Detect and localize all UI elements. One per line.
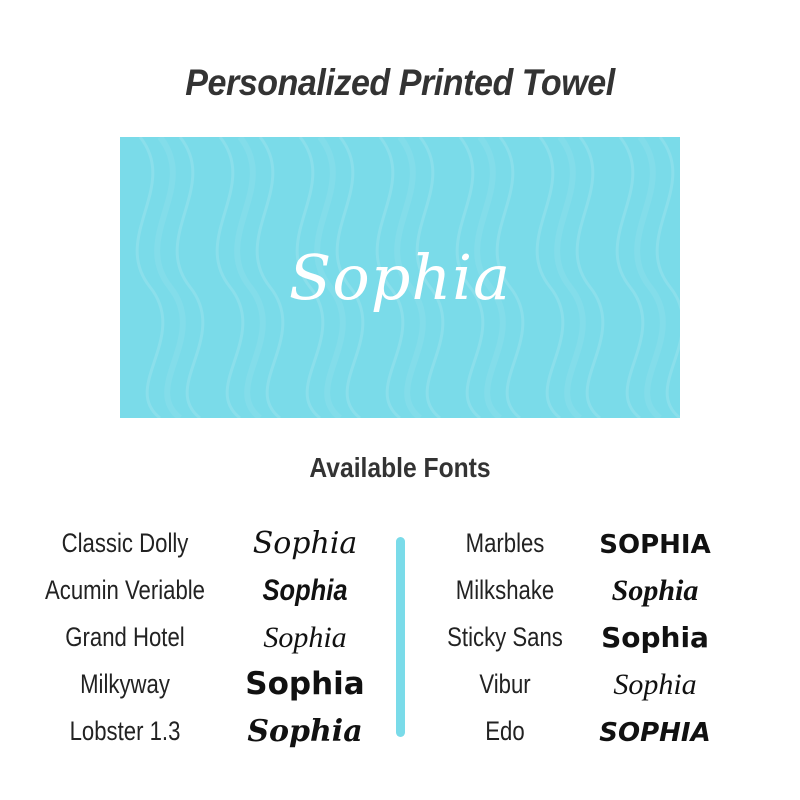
left-font-samples bbox=[225, 520, 385, 755]
font-sample-edo bbox=[580, 708, 730, 755]
font-sample-classic-dolly bbox=[225, 520, 385, 567]
font-sample-milkyway bbox=[225, 661, 385, 708]
font-label-milkyway: Milkyway bbox=[80, 669, 170, 699]
towel-preview bbox=[120, 137, 680, 418]
font-label-lobster: Lobster 1.3 bbox=[69, 716, 181, 746]
right-font-samples bbox=[580, 520, 730, 755]
font-label-vibur: Vibur bbox=[479, 669, 531, 699]
font-sample-sticky-sans bbox=[580, 614, 730, 661]
font-label-sticky-sans: Sticky Sans bbox=[447, 622, 563, 652]
font-label-classic-dolly: Classic Dolly bbox=[61, 528, 189, 558]
font-sample-milkshake bbox=[580, 567, 730, 614]
font-label-marbles: Marbles bbox=[465, 528, 545, 558]
sample-text: SOPHIA bbox=[599, 718, 711, 748]
font-sample-acumin-veriable bbox=[225, 567, 385, 614]
font-sample-grand-hotel bbox=[225, 614, 385, 661]
sample-text: Sophia bbox=[247, 714, 363, 749]
sample-text: Sophia bbox=[252, 526, 358, 561]
available-fonts-heading: Available Fonts bbox=[309, 452, 491, 483]
sample-text: SOPHIA bbox=[599, 530, 711, 560]
sample-text: Sophia bbox=[262, 574, 348, 607]
left-font-labels bbox=[20, 520, 230, 755]
right-font-labels bbox=[420, 520, 590, 755]
font-label-acumin-veriable: Acumin Veriable bbox=[44, 575, 205, 605]
font-label-grand-hotel: Grand Hotel bbox=[65, 622, 185, 652]
font-sample-vibur bbox=[580, 661, 730, 708]
sample-text: Sophia bbox=[263, 621, 347, 654]
sample-text: Sophia bbox=[611, 574, 699, 607]
sample-text: Sophia bbox=[601, 621, 709, 654]
page-title: Personalized Printed Towel bbox=[185, 62, 615, 103]
sample-text: Sophia bbox=[613, 668, 697, 701]
towel-name-text: Sophia bbox=[288, 241, 512, 314]
column-divider bbox=[396, 537, 405, 737]
font-sample-marbles bbox=[580, 520, 730, 567]
sample-text: Sophia bbox=[245, 666, 365, 702]
font-label-edo: Edo bbox=[485, 716, 525, 746]
font-label-milkshake: Milkshake bbox=[455, 575, 555, 605]
font-sample-lobster bbox=[225, 708, 385, 755]
